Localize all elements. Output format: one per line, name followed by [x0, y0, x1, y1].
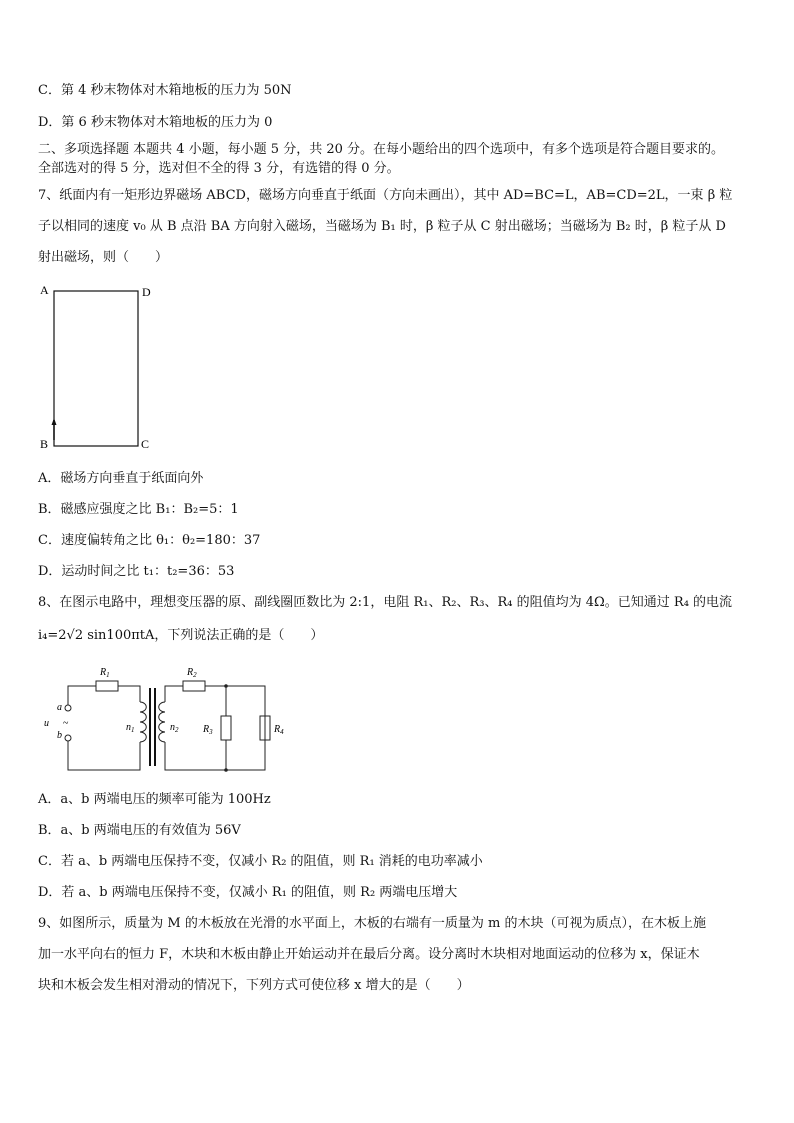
resistor-r3 [221, 716, 231, 740]
label-B: B [40, 437, 49, 451]
question-line: D．第 6 秒末物体对木箱地板的压力为 0 [38, 115, 273, 130]
question-8-stem: i₄=2√2 sin100πtA，下列说法正确的是（ ） [38, 628, 324, 643]
label-C: C [141, 437, 150, 451]
svg-text:R4: $R_4$ [274, 724, 284, 736]
question-9-stem: 加一水平向右的恒力 F，木块和木板由静止开始运动并在最后分离。设分离时木块相对地面运动的位移为 x，保证木 [38, 947, 700, 962]
resistor-r1 [96, 681, 118, 691]
question-8-stem: 8、在图示电路中，理想变压器的原、副线圈匝数比为 2:1，电阻 R₁、R₂、R₃、R₄ 的阻值均为 4Ω。已知通过 R₄ 的电流 [38, 595, 733, 610]
question-7-stem: 子以相同的速度 v₀ 从 B 点沿 BA 方向射入磁场，当磁场为 B₁ 时，β 粒子从 C 射出磁场；当磁场为 B₂ 时，β 粒子从 D [38, 219, 726, 234]
svg-text:R2: $R_2$ [187, 667, 197, 679]
svg-text:b: b [57, 730, 62, 741]
question-7-stem: 7、纸面内有一矩形边界磁场 ABCD，磁场方向垂直于纸面（方向未画出），其中 AD=BC=L，AB=CD=2L，一束 β 粒 [38, 188, 733, 203]
label-A: A [40, 283, 49, 297]
svg-text:n1: $n_1$ [126, 722, 135, 734]
option-d: D．若 a、b 两端电压保持不变，仅减小 R₁ 的阻值，则 R₂ 两端电压增大 [38, 885, 458, 900]
question-line: C．第 4 秒末物体对木箱地板的压力为 50N [38, 83, 292, 98]
svg-text:~: ~ [63, 718, 69, 729]
option-b: B．磁感应强度之比 B₁：B₂=5：1 [38, 502, 239, 517]
svg-text:u: u [44, 718, 49, 729]
svg-text:R3: $R_3$ [203, 724, 213, 736]
question-9-stem: 块和木板会发生相对滑动的情况下，下列方式可使位移 x 增大的是（ ） [38, 978, 470, 993]
question-9-stem: 9、如图所示，质量为 M 的木板放在光滑的水平面上，木板的右端有一质量为 m 的木块（可视为质点），在木板上施 [38, 916, 706, 931]
terminal-b [65, 735, 71, 741]
resistor-r2 [183, 681, 205, 691]
question-7-stem: 射出磁场，则（ ） [38, 250, 169, 265]
option-a: A．a、b 两端电压的频率可能为 100Hz [38, 792, 271, 807]
terminal-a [65, 705, 71, 711]
option-c: C．若 a、b 两端电压保持不变，仅减小 R₂ 的阻值，则 R₁ 消耗的电功率减小 [38, 854, 483, 869]
option-b: B．a、b 两端电压的有效值为 56V [38, 823, 241, 838]
section-heading: 全部选对的得 5 分，选对但不全的得 3 分，有选错的得 0 分。 [38, 161, 400, 176]
section-heading: 二、多项选择题 本题共 4 小题，每小题 5 分，共 20 分。在每小题给出的四个选项中，有多个选项是符合题目要求的。 [38, 142, 725, 157]
option-c: C．速度偏转角之比 θ₁：θ₂=180：37 [38, 533, 261, 548]
rectangle-field-diagram [38, 278, 168, 454]
option-a: A．磁场方向垂直于纸面向外 [38, 471, 204, 486]
svg-text:a: a [57, 702, 62, 713]
label-D: D [142, 285, 151, 299]
transformer-circuit-diagram [40, 658, 290, 783]
svg-text:R1: $R_1$ [100, 667, 110, 679]
svg-text:n2: $n_2$ [170, 722, 179, 734]
option-d: D．运动时间之比 t₁：t₂=36：53 [38, 564, 235, 579]
